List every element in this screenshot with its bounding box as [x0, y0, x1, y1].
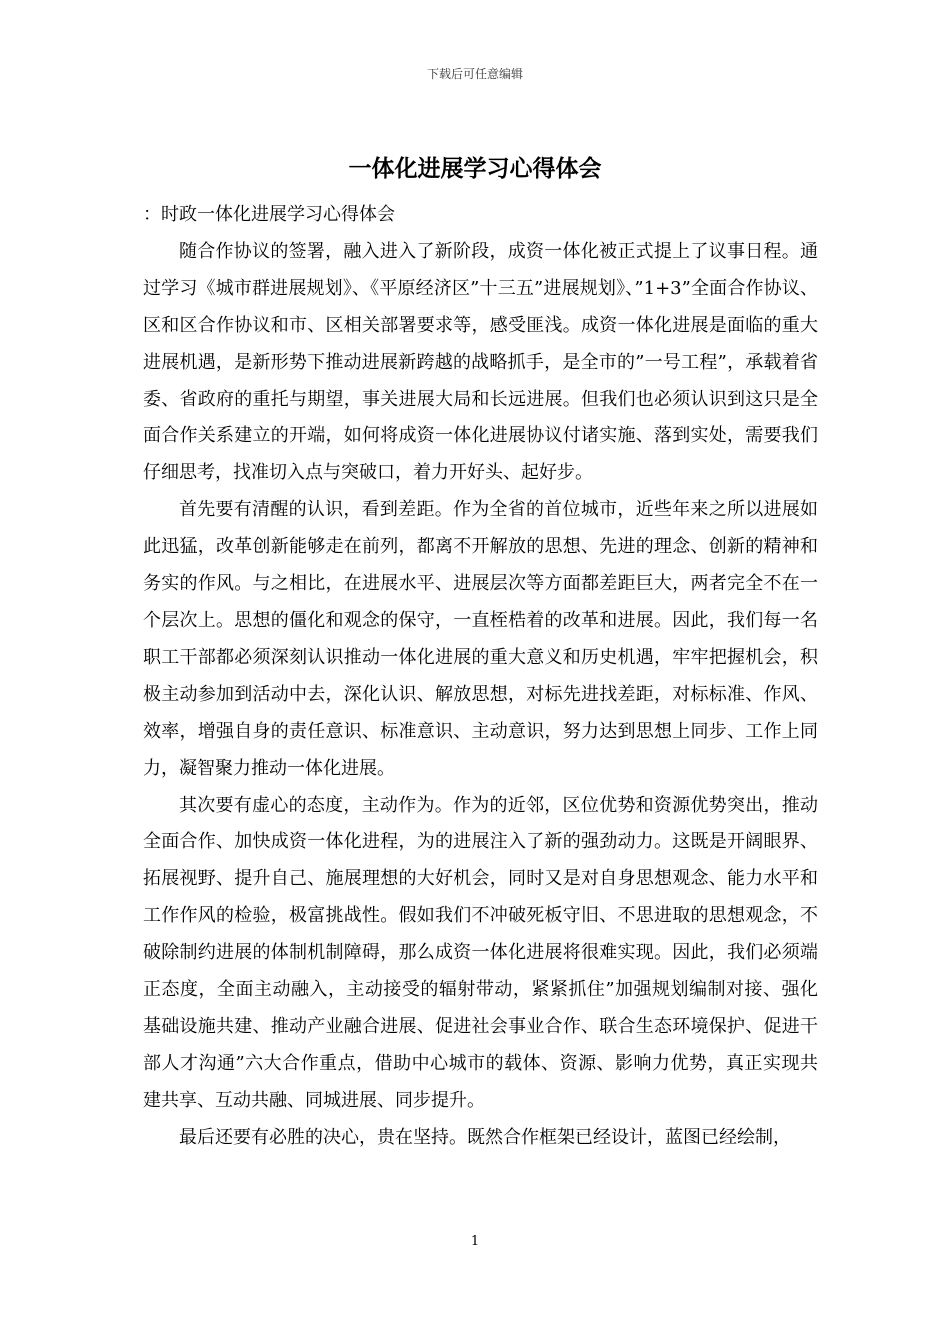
document-body: [143, 197, 818, 1157]
paragraph-2: 首先要有清醒的认识，看到差距。作为全省的首位城市，近些年来之所以进展如此迅猛，改革创新能够走在前列，都离不开解放的思想、先进的理念、创新的精神和务实的作风。与之相比，在进展水平、进展层次等方面都差距巨大，两者完全不在一个层次上。思想的僵化和观念的保守，一直桎梏着的改革和进展。因此，我们每一名职工干部都必须深刻认识推动一体化进展的重大意义和历史机遇，牢牢把握机会，积极主动参加到活动中去，深化认识、解放思想，对标先进找差距，对标标准、作风、效率，增强自身的责任意识、标准意识、主动意识，努力达到思想上同步、工作上同力，凝智聚力推动一体化进展。: [143, 499, 818, 779]
header-note: 下载后可任意编辑: [426, 67, 523, 81]
paragraph-1: 随合作协议的签署，融入进入了新阶段，成资一体化被正式提上了议事日程。通过学习《城市群进展规划》、《平原经济区”十三五”进展规划》、”1+3”全面合作协议、区和区合作协议和市、区相关部署要求等，感受匪浅。成资一体化进展是面临的重大进展机遇，是新形势下推动进展新跨越的战略抓手，是全市的”一号工程”，承载着省委、省政府的重托与期望，事关进展大局和长远进展。但我们也必须认识到这只是全面合作关系建立的开端，如何将成资一体化进展协议付诸实施、落到实处，需要我们仔细思考，找准切入点与突破口，着力开好头、起好步。: [143, 240, 818, 484]
document-subtitle: ：时政一体化进展学习心得体会: [143, 204, 395, 225]
paragraph-4: 最后还要有必胜的决心，贵在坚持。既然合作框架已经设计，蓝图已经绘制，: [179, 1126, 791, 1148]
page-number: 1: [470, 1234, 480, 1249]
document-title: 一体化进展学习心得体会: [348, 155, 602, 182]
paragraph-3: 其次要有虚心的态度，主动作为。作为的近邻，区位优势和资源优势突出，推动全面合作、加快成资一体化进程，为的进展注入了新的强劲动力。这既是开阔眼界、拓展视野、提升自己、施展理想的大好机会，同时又是对自身思想观念、能力水平和工作作风的检验，极富挑战性。假如我们不冲破死板守旧、不思进取的思想观念，不破除制约进展的体制机制障碍，那么成资一体化进展将很难实现。因此，我们必须端正态度，全面主动融入，主动接受的辐射带动，紧紧抓住”加强规划编制对接、强化基础设施共建、推动产业融合进展、促进社会事业合作、联合生态环境保护、促进干部人才沟通”六大合作重点，借助中心城市的载体、资源、影响力优势，真正实现共建共享、互动共融、同城进展、同步提升。: [143, 794, 818, 1111]
